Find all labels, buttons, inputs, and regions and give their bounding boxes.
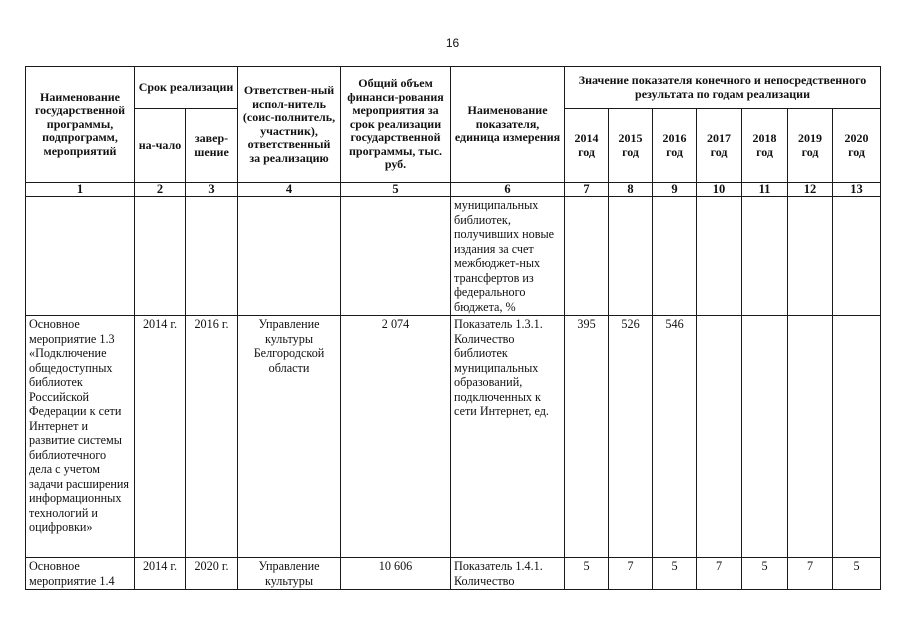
column-number: 4 [238, 183, 341, 197]
cell-end: 2020 г. [186, 558, 238, 590]
cell-value-2017 [697, 197, 742, 316]
column-number: 5 [341, 183, 451, 197]
cell-value-2017: 7 [697, 558, 742, 590]
table-row [26, 197, 881, 316]
cell-value-2020: 5 [833, 558, 881, 590]
table-row [26, 316, 881, 558]
column-numbers-row [26, 183, 881, 197]
cell-value-2016 [653, 197, 697, 316]
cell-responsible: Управление культуры Белгородской области [238, 316, 341, 558]
cell-financing: 2 074 [341, 316, 451, 558]
header-year-2020: 2020 год [833, 109, 881, 183]
cell-name: Основное мероприятие 1.3 «Подключение общедоступных библиотек Российской Федерации к сети Интернет и развитие системы библиотечного дела с учетом задачи расширения информационных технологий и оцифровки» [26, 316, 135, 558]
header-start: на-чало [135, 109, 186, 183]
cell-value-2018 [742, 316, 788, 558]
page-number: 16 [445, 36, 460, 50]
column-number: 7 [565, 183, 609, 197]
header-year-2017: 2017 год [697, 109, 742, 183]
column-number: 9 [653, 183, 697, 197]
cell-indicator: Показатель 1.4.1. Количество [451, 558, 565, 590]
header-year-2015: 2015 год [609, 109, 653, 183]
cell-indicator: муниципальных библиотек, получивших новые издания за счет межбюджет-ных трансфертов из федерального бюджета, % [451, 197, 565, 316]
cell-start [135, 197, 186, 316]
cell-value-2014 [565, 197, 609, 316]
header-indicator: Наименование показателя, единица измерения [451, 67, 565, 183]
program-table [25, 66, 881, 590]
cell-end [186, 197, 238, 316]
column-number: 3 [186, 183, 238, 197]
cell-value-2016: 546 [653, 316, 697, 558]
cell-name [26, 197, 135, 316]
column-number: 13 [833, 183, 881, 197]
header-name: Наименование государственной программы, подпрограмм, мероприятий [26, 67, 135, 183]
cell-value-2017 [697, 316, 742, 558]
cell-value-2015: 526 [609, 316, 653, 558]
header-year-2016: 2016 год [653, 109, 697, 183]
cell-financing [341, 197, 451, 316]
header-end: завер-шение [186, 109, 238, 183]
cell-value-2014: 395 [565, 316, 609, 558]
header-year-2018: 2018 год [742, 109, 788, 183]
column-number: 1 [26, 183, 135, 197]
column-number: 11 [742, 183, 788, 197]
header-year-2014: 2014 год [565, 109, 609, 183]
cell-value-2020 [833, 316, 881, 558]
header-year-2019: 2019 год [788, 109, 833, 183]
cell-responsible [238, 197, 341, 316]
table-row [26, 558, 881, 590]
cell-value-2015: 7 [609, 558, 653, 590]
cell-start: 2014 г. [135, 558, 186, 590]
header-responsible: Ответствен-ный испол-нитель (соис-полнитель, участник), ответственный за реализацию [238, 67, 341, 183]
header-row-1 [26, 67, 881, 109]
cell-value-2020 [833, 197, 881, 316]
cell-start: 2014 г. [135, 316, 186, 558]
cell-financing: 10 606 [341, 558, 451, 590]
column-number: 12 [788, 183, 833, 197]
header-term: Срок реализации [135, 67, 238, 109]
cell-value-2019: 7 [788, 558, 833, 590]
cell-value-2019 [788, 197, 833, 316]
cell-indicator: Показатель 1.3.1. Количество библиотек муниципальных образований, подключенных к сети Интернет, ед. [451, 316, 565, 558]
column-number: 8 [609, 183, 653, 197]
header-values: Значение показателя конечного и непосредственного результата по годам реализации [565, 67, 881, 109]
cell-value-2018: 5 [742, 558, 788, 590]
column-number: 10 [697, 183, 742, 197]
cell-value-2019 [788, 316, 833, 558]
cell-end: 2016 г. [186, 316, 238, 558]
cell-value-2014: 5 [565, 558, 609, 590]
cell-value-2016: 5 [653, 558, 697, 590]
cell-value-2015 [609, 197, 653, 316]
cell-name: Основное мероприятие 1.4 [26, 558, 135, 590]
column-number: 6 [451, 183, 565, 197]
cell-responsible: Управление культуры [238, 558, 341, 590]
column-number: 2 [135, 183, 186, 197]
header-financing: Общий объем финанси-рования мероприятия за срок реализации государственной программы, тыс. руб. [341, 67, 451, 183]
cell-value-2018 [742, 197, 788, 316]
